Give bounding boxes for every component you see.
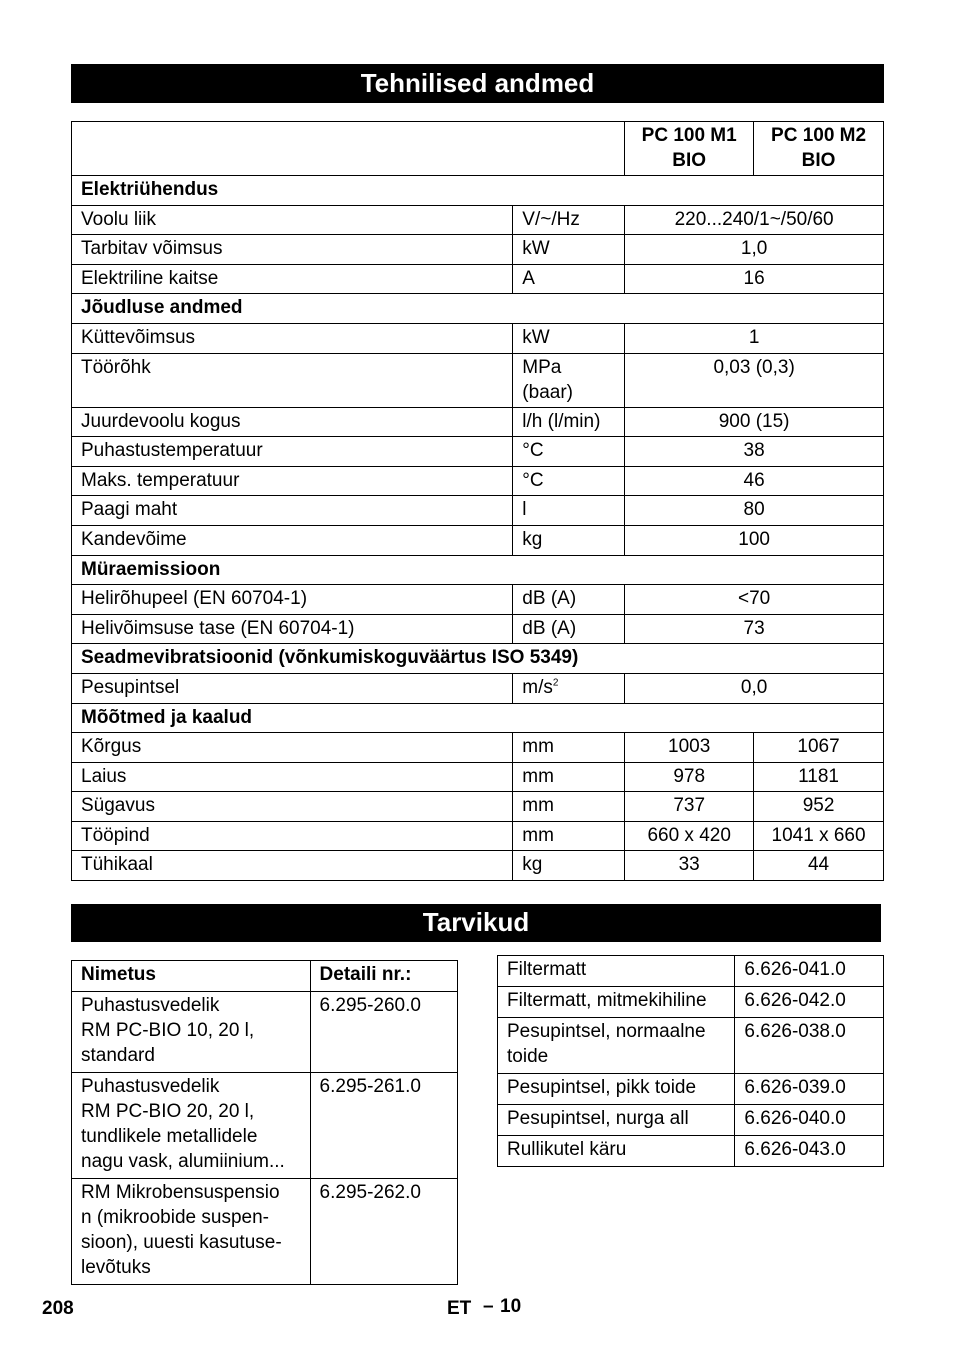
accessory-name: Puhastusvedelik RM PC-BIO 20, 20 l, tundlikele metallidele nagu vask, alumiinium...	[72, 1073, 311, 1179]
param-unit: °C	[513, 466, 625, 496]
table-row	[72, 733, 884, 763]
param-unit: A	[513, 264, 625, 294]
param-label: Tarbitav võimsus	[72, 235, 513, 265]
param-value-m1: 1003	[625, 733, 754, 763]
param-unit	[513, 673, 625, 703]
table-row	[72, 762, 884, 792]
param-unit: °C	[513, 437, 625, 467]
param-value: 100	[625, 525, 884, 555]
table-row	[72, 235, 884, 265]
param-value: 38	[625, 437, 884, 467]
param-label: Voolu liik	[72, 205, 513, 235]
section-title-accessories: Tarvikud	[71, 904, 881, 942]
section-heading: Müraemissioon	[72, 555, 884, 585]
table-row	[72, 673, 884, 703]
accessory-row	[72, 1073, 458, 1179]
accessory-row	[498, 1136, 884, 1167]
section-heading-row	[72, 176, 884, 206]
param-value: 1,0	[625, 235, 884, 265]
param-value: 80	[625, 496, 884, 526]
param-label: Puhastustemperatuur	[72, 437, 513, 467]
param-label: Maks. temperatuur	[72, 466, 513, 496]
param-label: Tööpind	[72, 821, 513, 851]
param-label: Laius	[72, 762, 513, 792]
param-unit: kW	[513, 235, 625, 265]
unit-superscript: 2	[552, 677, 559, 689]
param-unit: V/~/Hz	[513, 205, 625, 235]
technical-data-table	[71, 121, 884, 881]
param-value: 0,0	[625, 673, 884, 703]
param-value: 73	[625, 614, 884, 644]
param-unit: kW	[513, 323, 625, 353]
accessory-row	[498, 956, 884, 987]
section-heading-row	[72, 555, 884, 585]
param-value: 900 (15)	[625, 407, 884, 437]
unit-text: m/s	[522, 676, 553, 698]
param-value: 220...240/1~/50/60	[625, 205, 884, 235]
accessories-header-row	[72, 961, 458, 992]
param-unit: MPa (baar)	[513, 353, 625, 407]
table-row	[72, 466, 884, 496]
section-page-number: 10	[500, 1296, 522, 1317]
param-unit: kg	[513, 525, 625, 555]
accessory-name: Pesupintsel, normaalne toide	[498, 1018, 735, 1074]
param-label: Helivõimsuse tase (EN 60704-1)	[72, 614, 513, 644]
param-label: Helirõhupeel (EN 60704-1)	[72, 585, 513, 615]
param-unit: mm	[513, 733, 625, 763]
param-value: 0,03 (0,3)	[625, 353, 884, 407]
section-heading: Elektriühendus	[72, 176, 884, 206]
param-label: Kandevõime	[72, 525, 513, 555]
table-row	[72, 525, 884, 555]
table-row	[72, 407, 884, 437]
param-unit: mm	[513, 821, 625, 851]
param-unit: mm	[513, 762, 625, 792]
param-label: Sügavus	[72, 792, 513, 822]
table-row	[72, 821, 884, 851]
table-row	[72, 323, 884, 353]
part-column-header: Detaili nr.:	[310, 961, 457, 992]
param-unit: dB (A)	[513, 614, 625, 644]
accessory-part-number: 6.626-038.0	[735, 1018, 884, 1074]
section-heading-row	[72, 703, 884, 733]
param-value-m2: 1041 x 660	[754, 821, 884, 851]
section-heading-row	[72, 294, 884, 324]
param-label: Pesupintsel	[72, 673, 513, 703]
model-header-m1: PC 100 M1 BIO	[625, 122, 754, 176]
param-value-m1: 33	[625, 851, 754, 881]
accessory-part-number: 6.626-039.0	[735, 1074, 884, 1105]
accessory-part-number: 6.295-261.0	[310, 1073, 457, 1179]
param-unit: dB (A)	[513, 585, 625, 615]
accessory-row	[498, 987, 884, 1018]
accessory-row	[498, 1018, 884, 1074]
accessory-name: RM Mikrobensuspensio n (mikroobide suspen- sioon), uuesti kasutuse- levõtuks	[72, 1179, 311, 1285]
param-value-m2: 952	[754, 792, 884, 822]
language-code: ET	[447, 1298, 472, 1319]
param-label: Kõrgus	[72, 733, 513, 763]
accessory-row	[72, 992, 458, 1073]
accessory-part-number: 6.295-260.0	[310, 992, 457, 1073]
param-label: Elektriline kaitse	[72, 264, 513, 294]
param-value: 46	[625, 466, 884, 496]
param-value-m2: 44	[754, 851, 884, 881]
param-label: Tühikaal	[72, 851, 513, 881]
table-row	[72, 353, 884, 407]
accessory-name: Pesupintsel, pikk toide	[498, 1074, 735, 1105]
accessory-part-number: 6.626-042.0	[735, 987, 884, 1018]
accessory-part-number: 6.626-040.0	[735, 1105, 884, 1136]
param-label: Juurdevoolu kogus	[72, 407, 513, 437]
param-unit: mm	[513, 792, 625, 822]
section-heading: Seadmevibratsioonid (võnkumiskoguväärtus ISO 5349)	[72, 644, 884, 674]
param-value: <70	[625, 585, 884, 615]
accessory-row	[498, 1105, 884, 1136]
name-column-header: Nimetus	[72, 961, 311, 992]
accessory-row	[72, 1179, 458, 1285]
section-heading: Mõõtmed ja kaalud	[72, 703, 884, 733]
param-unit: kg	[513, 851, 625, 881]
accessory-part-number: 6.626-041.0	[735, 956, 884, 987]
accessory-name: Filtermatt, mitmekihiline	[498, 987, 735, 1018]
section-heading-row	[72, 644, 884, 674]
accessory-name: Pesupintsel, nurga all	[498, 1105, 735, 1136]
section-heading: Jõudluse andmed	[72, 294, 884, 324]
accessories-table-right	[497, 955, 884, 1167]
param-value-m2: 1181	[754, 762, 884, 792]
param-unit: l/h (l/min)	[513, 407, 625, 437]
param-value-m1: 978	[625, 762, 754, 792]
param-value: 16	[625, 264, 884, 294]
param-value-m1: 660 x 420	[625, 821, 754, 851]
table-row	[72, 585, 884, 615]
table-row	[72, 614, 884, 644]
param-value-m2: 1067	[754, 733, 884, 763]
accessory-part-number: 6.626-043.0	[735, 1136, 884, 1167]
param-unit: l	[513, 496, 625, 526]
accessory-row	[498, 1074, 884, 1105]
table-header-row	[72, 122, 884, 176]
param-label: Töörõhk	[72, 353, 513, 407]
param-label: Paagi maht	[72, 496, 513, 526]
accessory-name: Puhastusvedelik RM PC-BIO 10, 20 l, standard	[72, 992, 311, 1073]
table-row	[72, 205, 884, 235]
table-row	[72, 496, 884, 526]
param-label: Küttevõimsus	[72, 323, 513, 353]
table-row	[72, 851, 884, 881]
accessories-table-left	[71, 960, 458, 1285]
empty-header-cell	[72, 122, 625, 176]
param-value: 1	[625, 323, 884, 353]
param-value-m1: 737	[625, 792, 754, 822]
accessory-part-number: 6.295-262.0	[310, 1179, 457, 1285]
footer-dash: –	[483, 1296, 494, 1317]
table-row	[72, 264, 884, 294]
section-title-technical-data: Tehnilised andmed	[71, 64, 884, 103]
table-row	[72, 437, 884, 467]
table-row	[72, 792, 884, 822]
page-number: 208	[42, 1298, 74, 1319]
model-header-m2: PC 100 M2 BIO	[754, 122, 884, 176]
accessory-name: Filtermatt	[498, 956, 735, 987]
accessory-name: Rullikutel käru	[498, 1136, 735, 1167]
